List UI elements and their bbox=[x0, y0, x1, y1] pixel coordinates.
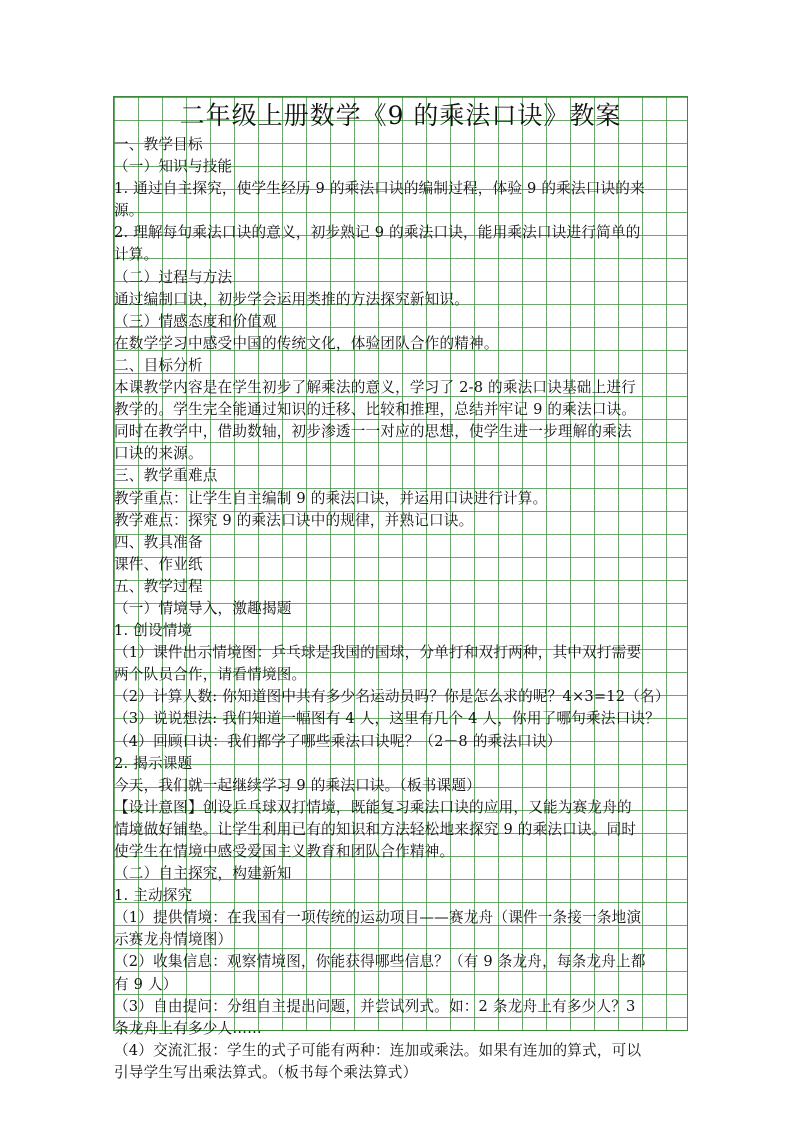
text-line: （1）提供情境：在我国有一项传统的运动项目——赛龙舟（课件一条接一条地演 bbox=[114, 909, 642, 927]
text-line: 一、教学目标 bbox=[114, 136, 203, 153]
text-line: （1）课件出示情境图：乒乓球是我国的国球，分单打和双打两种，其中双打需要 bbox=[114, 644, 642, 662]
document-title: 二年级上册数学《9 的乘法口诀》教案 bbox=[179, 101, 622, 130]
text-line: 1. 创设情境 bbox=[114, 622, 193, 640]
text-line: 五、教学过程 bbox=[114, 577, 203, 595]
text-line: 条龙舟上有多少人…… bbox=[114, 1019, 262, 1037]
text-line: 计算。 bbox=[114, 246, 159, 264]
text-line: 示赛龙舟情境图） bbox=[114, 931, 233, 949]
text-line: 同时在教学中，借助数轴，初步渗透一一对应的思想，使学生进一步理解的乘法 bbox=[114, 423, 632, 441]
text-line: 本课教学内容是在学生初步了解乘法的意义，学习了 2-8 的乘法口诀基础上进行 bbox=[114, 379, 636, 397]
text-line: 使学生在情境中感受爱国主义教育和团队合作精神。 bbox=[114, 843, 455, 860]
text-line: （2）计算人数: 你知道图中共有多少名运动员吗？你是怎么求的呢？4×3=12（名） bbox=[114, 688, 670, 706]
text-line: 【设计意图】创设乒乓球双打情境，既能复习乘法口诀的应用，又能为赛龙舟的 bbox=[114, 798, 632, 816]
text-line: 两个队员合作，请看情境图。 bbox=[114, 666, 307, 684]
text-line: 四、教具准备 bbox=[114, 533, 203, 551]
text-line: 教学重点：让学生自主编制 9 的乘法口诀，并运用口诀进行计算。 bbox=[114, 489, 548, 507]
text-line: （3）说说想法: 我们知道一幅图有 4 人，这里有几个 4 人，你用了哪句乘法口诀？ bbox=[114, 710, 660, 728]
text-line: 1. 通过自主探究，使学生经历 9 的乘法口诀的编制过程，体验 9 的乘法口诀的来 bbox=[114, 180, 645, 198]
text-line: 课件、作业纸 bbox=[114, 555, 203, 573]
text-line: 2. 揭示课题 bbox=[114, 754, 193, 772]
text-line: （4）回顾口诀：我们都学了哪些乘法口诀呢？（2－8 的乘法口诀） bbox=[114, 732, 562, 750]
text-line: （一）情境导入，激趣揭题 bbox=[114, 599, 292, 617]
text-line: （2）收集信息：观察情境图，你能获得哪些信息？（有 9 条龙舟，每条龙舟上都 bbox=[114, 953, 646, 971]
text-line: （三）情感态度和价值观 bbox=[114, 312, 277, 330]
text-line: （二）过程与方法 bbox=[114, 268, 233, 286]
text-line: 教学的。学生完全能通过知识的迁移、比较和推理，总结并牢记 9 的乘法口诀。 bbox=[114, 401, 637, 419]
text-line: （3）自由提问：分组自主提出问题，并尝试列式。如：2 条龙舟上有多少人？3 bbox=[114, 997, 636, 1015]
text-line: 源。 bbox=[114, 202, 144, 220]
text-line: 引导学生写出乘法算式。（板书每个乘法算式） bbox=[114, 1063, 418, 1081]
text-line: 情境做好铺垫。让学生利用已有的知识和方法轻松地来探究 9 的乘法口诀。同时 bbox=[114, 820, 637, 838]
text-line: 有 9 人） bbox=[114, 975, 178, 993]
text-line: （4）交流汇报：学生的式子可能有两种：连加或乘法。如果有连加的算式，可以 bbox=[114, 1041, 642, 1059]
text-line: 口诀的来源。 bbox=[114, 445, 203, 463]
text-line: 教学难点：探究 9 的乘法口诀中的规律，并熟记口诀。 bbox=[114, 511, 474, 529]
text-line: 2. 理解每句乘法口诀的意义，初步熟记 9 的乘法口诀，能用乘法口诀进行简单的 bbox=[114, 224, 641, 242]
text-line: 今天，我们就一起继续学习 9 的乘法口诀。（板书课题） bbox=[114, 776, 481, 794]
text-line: 二、目标分析 bbox=[114, 356, 203, 374]
document-lines bbox=[114, 134, 687, 1084]
text-line: （二）自主探究，构建新知 bbox=[114, 865, 292, 883]
document-body bbox=[114, 98, 687, 1084]
text-line: （一）知识与技能 bbox=[114, 158, 233, 176]
text-line: 1. 主动探究 bbox=[114, 887, 193, 905]
text-line: 三、教学重难点 bbox=[114, 467, 218, 485]
text-line: 通过编制口诀，初步学会运用类推的方法探究新知识。 bbox=[114, 290, 470, 308]
text-line: 在数学学习中感受中国的传统文化，体验团队合作的精神。 bbox=[114, 334, 499, 352]
